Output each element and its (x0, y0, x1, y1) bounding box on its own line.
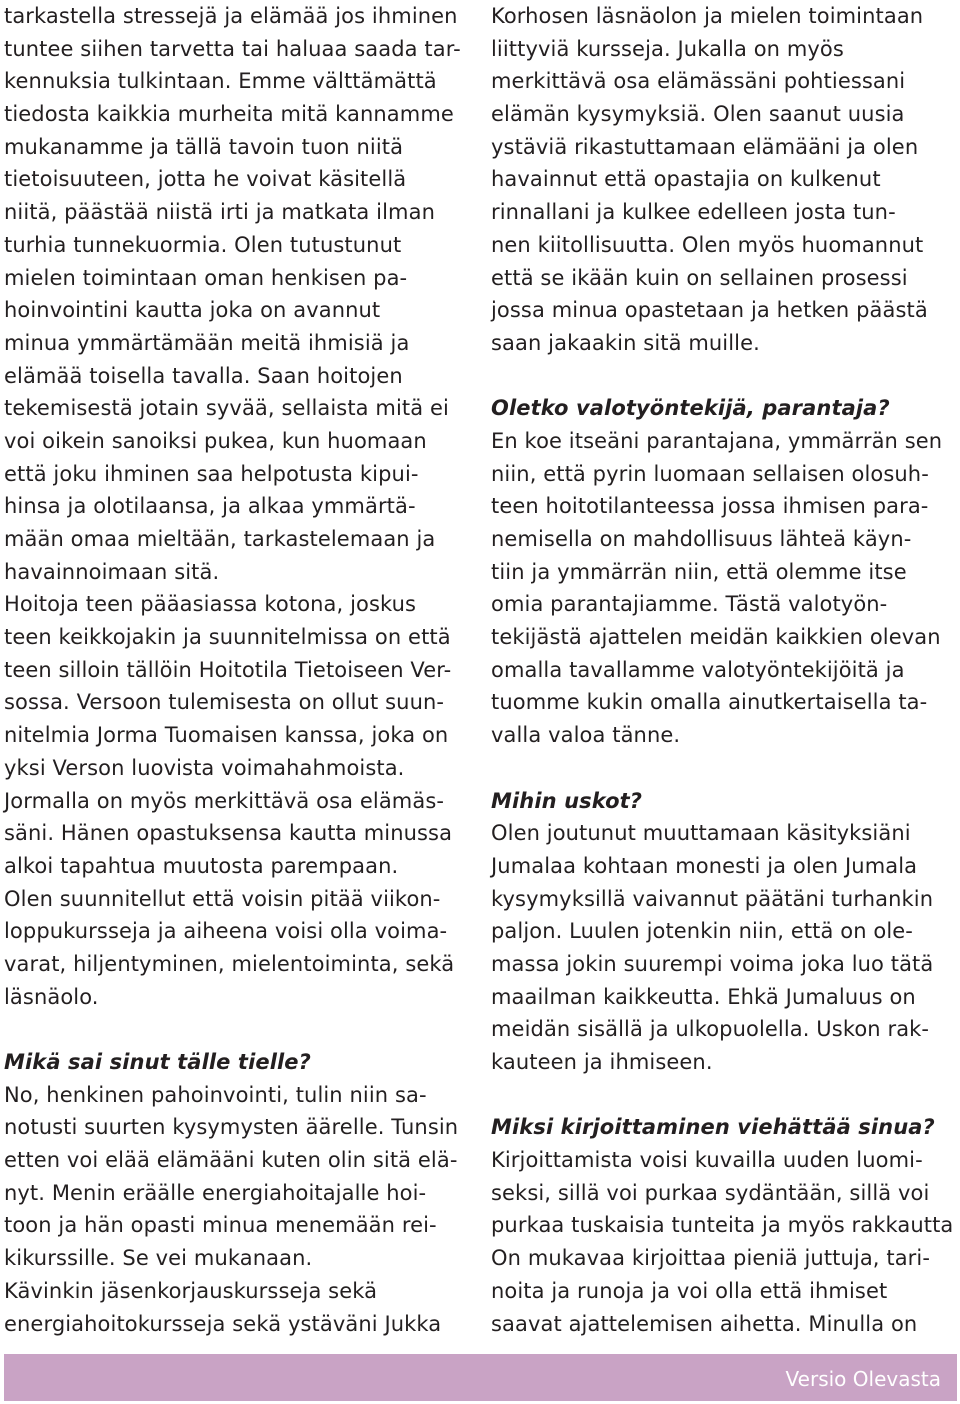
text-line: Olen joutunut muuttamaan käsityksiäni (491, 821, 911, 846)
text-line: hoinvointini kautta joka on avannut (4, 298, 381, 323)
section-heading: Oletko valotyöntekijä, parantaja? (491, 396, 890, 421)
text-line: elämää toisella tavalla. Saan hoitojen (4, 363, 403, 388)
text-line: teen hoitotilanteessa jossa ihmisen para- (491, 494, 929, 519)
text-line: energiahoitokursseja sekä ystäväni Jukka (4, 1311, 442, 1336)
section-heading: Miksi kirjoittaminen viehättää sinua? (491, 1115, 935, 1140)
text-line: nitelmia Jorma Tuomaisen kanssa, joka on (4, 723, 449, 748)
text-line: toon ja hän opasti minua menemään rei- (4, 1213, 437, 1238)
text-line: niitä, päästää niistä irti ja matkata ilman (4, 200, 435, 225)
text-line: alkoi tapahtua muutosta parempaan. (4, 853, 399, 878)
text-line: Jormalla on myös merkittävä osa elämäs- (4, 788, 445, 813)
text-line: Korhosen läsnäolon ja mielen toimintaan (491, 4, 924, 28)
footer-label: Versio Olevasta (785, 1367, 941, 1391)
text-line: tuntee siihen tarvetta tai haluaa saada tar- (4, 36, 461, 61)
text-line: etten voi elää elämääni kuten olin sitä elä- (4, 1148, 458, 1173)
text-line: En koe itseäni parantajana, ymmärrän sen (491, 428, 943, 453)
text-line: sossa. Versoon tulemisesta on ollut suun- (4, 690, 445, 715)
text-line: varat, hiljentyminen, mielentoiminta, sekä (4, 951, 455, 976)
text-line: rinnallani ja kulkee edelleen josta tun- (491, 200, 896, 225)
text-line: Olen suunnitellut että voisin pitää viikon- (4, 886, 441, 911)
text-line: Kävinkin jäsenkorjauskursseja sekä (4, 1278, 378, 1303)
text-line: teen silloin tällöin Hoitotila Tietoiseen Ver- (4, 657, 452, 682)
text-line: mielen toimintaan oman henkisen pa- (4, 265, 408, 290)
text-line: loppukursseja ja aiheena voisi olla voima- (4, 919, 448, 944)
text-line: tekemisestä jotain syvää, sellaista mitä ei (4, 396, 449, 421)
text-line: notusti suurten kysymysten äärelle. Tunsin (4, 1115, 459, 1140)
text-line: elämän kysymyksiä. Olen saanut uusia (491, 102, 905, 127)
text-line: säni. Hänen opastuksensa kautta minussa (4, 821, 453, 846)
text-line: ystäviä rikastuttamaan elämääni ja olen (491, 134, 919, 159)
text-line: tarkastella stressejä ja elämää jos ihminen (4, 4, 458, 28)
text-line: On mukavaa kirjoittaa pieniä juttuja, tari- (491, 1246, 931, 1271)
text-line: maailman kaikkeutta. Ehkä Jumaluus on (491, 984, 916, 1009)
text-line: läsnäolo. (4, 984, 99, 1009)
text-line: kennuksia tulkintaan. Emme välttämättä (4, 69, 437, 94)
text-line: yksi Verson luovista voimahahmoista. (4, 755, 405, 780)
text-line: massa jokin suurempi voima joka luo tätä (491, 951, 934, 976)
text-line: No, henkinen pahoinvointi, tulin niin sa- (4, 1082, 427, 1107)
text-line: havainnoimaan sitä. (4, 559, 220, 584)
text-line: että se ikään kuin on sellainen prosessi (491, 265, 908, 290)
text-line: meidän sisällä ja ulkopuolella. Uskon rak- (491, 1017, 930, 1042)
text-line: tiedosta kaikkia murheita mitä kannamme (4, 102, 454, 127)
text-line: Kirjoittamista voisi kuvailla uuden luomi- (491, 1148, 923, 1173)
text-line: Hoitoja teen pääasiassa kotona, joskus (4, 592, 417, 617)
text-line: purkaa tuskaisia tunteita ja myös rakkautta (491, 1213, 954, 1238)
footer-bar (4, 1354, 957, 1401)
text-line: että joku ihminen saa helpotusta kipui- (4, 461, 419, 486)
text-line: mään omaa mieltään, tarkastelemaan ja (4, 527, 436, 551)
text-line: tuomme kukin omalla ainutkertaisella ta- (491, 690, 928, 715)
section-heading: Mikä sai sinut tälle tielle? (4, 1050, 311, 1074)
text-line: kauteen ja ihmiseen. (491, 1050, 713, 1074)
text-line: merkittävä osa elämässäni pohtiessani (491, 69, 906, 94)
text-line: niin, että pyrin luomaan sellaisen olosuh- (491, 461, 929, 486)
text-line: voi oikein sanoiksi pukea, kun huomaan (4, 428, 427, 453)
paragraph-gap (491, 1079, 953, 1112)
left-text-column (4, 0, 466, 1340)
text-line: saavat ajattelemisen aihetta. Minulla on (491, 1311, 918, 1336)
text-line: jossa minua opastetaan ja hetken päästä (491, 298, 928, 323)
text-line: valla valoa tänne. (491, 723, 681, 748)
text-line: nen kiitollisuutta. Olen myös huomannut (491, 232, 924, 257)
text-line: noita ja runoja ja voi olla että ihmiset (491, 1278, 888, 1303)
text-line: omalla tavallamme valotyöntekijöitä ja (491, 657, 905, 682)
text-line: hinsa ja olotilaansa, ja alkaa ymmärtä- (4, 494, 416, 519)
text-line: havainnut että opastajia on kulkenut (491, 167, 881, 192)
text-line: liittyviä kursseja. Jukalla on myös (491, 36, 844, 61)
text-line: saan jakaakin sitä muille. (491, 330, 760, 355)
text-line: seksi, sillä voi purkaa sydäntään, sillä voi (491, 1180, 930, 1205)
right-text-column (491, 0, 953, 1340)
text-line: Jumalaa kohtaan monesti ja olen Jumala (491, 853, 918, 878)
paragraph-gap (491, 752, 953, 785)
text-line: tekijästä ajattelen meidän kaikkien olevan (491, 625, 941, 650)
text-line: tiin ja ymmärrän niin, että olemme itse (491, 559, 907, 584)
paragraph-gap (491, 360, 953, 393)
text-line: tietoisuuteen, jotta he voivat käsitellä (4, 167, 407, 192)
text-line: minua ymmärtämään meitä ihmisiä ja (4, 330, 410, 355)
text-line: nyt. Menin eräälle energiahoitajalle hoi- (4, 1180, 427, 1205)
text-line: paljon. Luulen jotenkin niin, että on ole- (491, 919, 913, 944)
text-line: teen keikkojakin ja suunnitelmissa on että (4, 625, 451, 650)
text-line: omia parantajiamme. Tästä valotyön- (491, 592, 888, 617)
text-line: kysymyksillä vaivannut päätäni turhankin (491, 886, 934, 911)
text-line: nemisella on mahdollisuus lähteä käyn- (491, 527, 912, 551)
section-heading: Mihin uskot? (491, 788, 643, 813)
text-line: kikurssille. Se vei mukanaan. (4, 1246, 313, 1271)
text-line: mukanamme ja tällä tavoin tuon niitä (4, 134, 404, 159)
text-line: turhia tunnekuormia. Olen tutustunut (4, 232, 402, 257)
paragraph-gap (4, 1013, 466, 1046)
